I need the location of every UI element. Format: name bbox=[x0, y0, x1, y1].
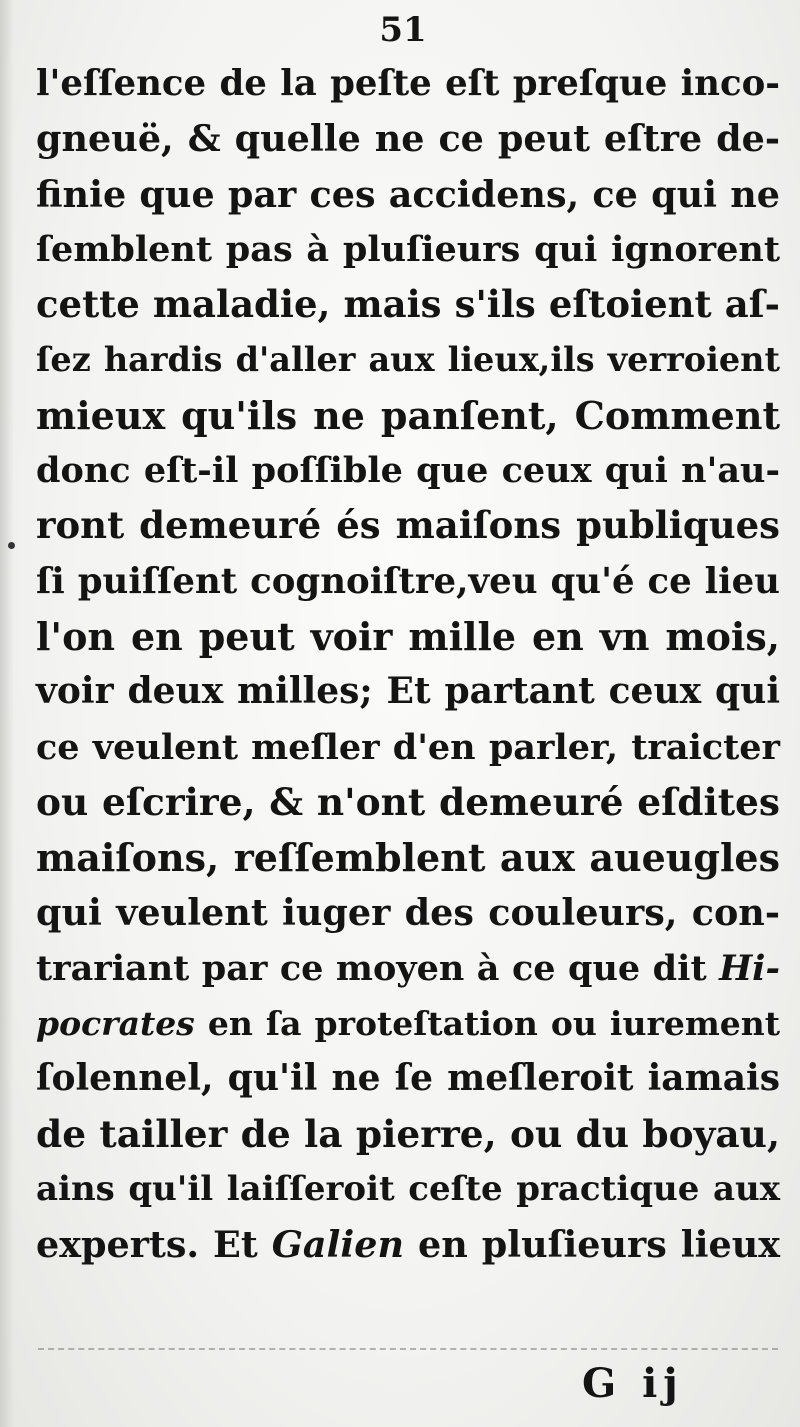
text-segment: trariant par ce moyen à ce que dit bbox=[36, 947, 720, 989]
body-text bbox=[36, 56, 780, 1273]
text-line: gneuë, & quelle ne ce peut eſtre de- bbox=[36, 117, 780, 161]
italic-name: pocrates bbox=[36, 1004, 195, 1044]
text-line: ce veulent meſler d'en parler, traicter bbox=[36, 726, 780, 768]
text-line: ſi puiſſent cognoiſtre,veu qu'é ce lieu bbox=[36, 560, 780, 602]
text-line: donc eſt-il poſſible que ceux qui n'au- bbox=[36, 450, 780, 492]
italic-name: Hi- bbox=[719, 947, 780, 989]
text-line: de tailler de la pierre, ou du boyau, bbox=[36, 1111, 780, 1156]
text-line: qui veulent iuger des couleurs, con- bbox=[36, 891, 780, 935]
text-line: mieux qu'ils ne panſent, Comment bbox=[36, 392, 780, 438]
text-line-with-italic bbox=[36, 941, 780, 996]
text-line: cette maladie, mais s'ils eſtoient aſ- bbox=[36, 282, 780, 327]
text-line: ſemblent pas à pluſieurs qui ignorent bbox=[36, 228, 780, 270]
italic-name: Galien bbox=[271, 1223, 405, 1267]
text-line: l'eſſence de la peſte eſt preſque inco- bbox=[36, 63, 780, 104]
text-line: l'on en peut voir mille en vn mois, bbox=[36, 613, 780, 659]
text-line: ſez hardis d'aller aux lieux,ils verroient bbox=[36, 340, 780, 380]
text-line: voir deux milles; Et partant ceux qui bbox=[36, 670, 780, 713]
text-line: ront demeuré és maiſons publiques bbox=[36, 503, 780, 548]
page-edge-shadow bbox=[0, 0, 14, 1427]
page-number: 51 bbox=[379, 10, 427, 50]
text-line: ſolennel, qu'il ne ſe meſleroit iamais bbox=[36, 1057, 780, 1100]
text-line-with-italic bbox=[36, 1217, 780, 1272]
text-line: ains qu'il laiſſeroit ceſte practique aux bbox=[36, 1168, 780, 1209]
text-segment: en ſa proteſtation ou iurement bbox=[194, 1004, 780, 1044]
text-line: finie que par ces accidens, ce qui ne bbox=[36, 172, 780, 216]
text-segment: en pluſieurs lieux bbox=[404, 1223, 781, 1267]
margin-mark bbox=[8, 542, 15, 549]
text-segment: experts. Et bbox=[36, 1223, 272, 1267]
bottom-rule bbox=[38, 1348, 778, 1350]
signature-mark: G ij bbox=[582, 1360, 684, 1407]
text-line: ou eſcrire, & n'ont demeuré eſdites bbox=[36, 779, 780, 824]
text-line-with-italic bbox=[36, 996, 780, 1051]
text-line: maiſons, reſſemblent aux aueugles bbox=[36, 835, 780, 881]
